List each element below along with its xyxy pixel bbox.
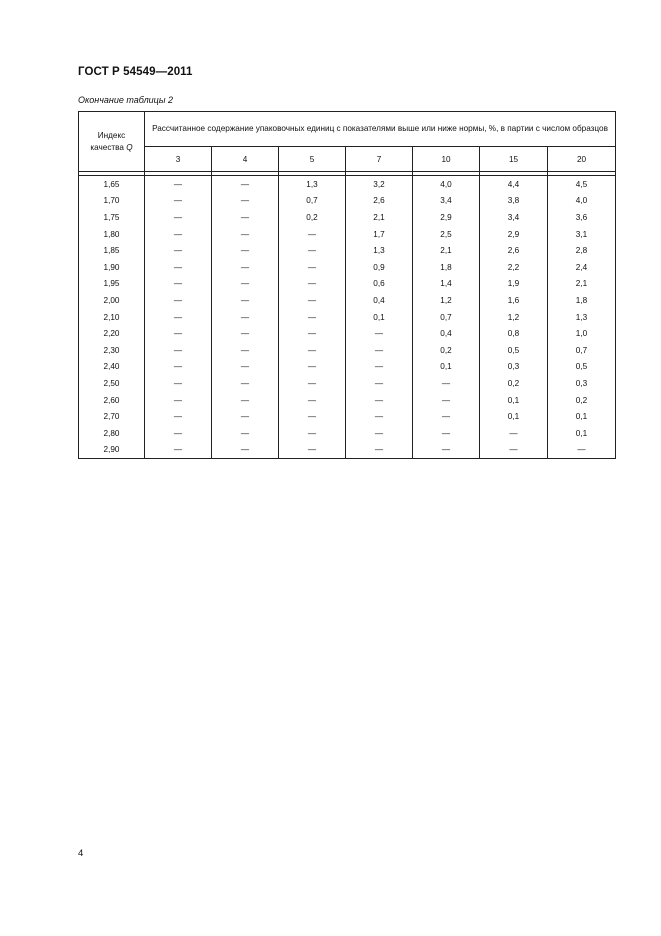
sample-size-header: 5	[279, 147, 346, 172]
index-cell: 2,70	[79, 408, 145, 425]
index-cell: 2,20	[79, 325, 145, 342]
value-cell: —	[279, 392, 346, 409]
value-cell: 2,9	[413, 209, 480, 226]
value-cell: —	[212, 309, 279, 326]
index-cell: 2,50	[79, 375, 145, 392]
table-row	[79, 209, 616, 226]
value-cell: 1,3	[346, 242, 413, 259]
sample-size-header: 3	[145, 147, 212, 172]
value-cell: —	[212, 408, 279, 425]
value-cell: —	[346, 375, 413, 392]
value-cell: —	[212, 276, 279, 293]
value-cell: 4,5	[548, 176, 616, 193]
value-cell: —	[212, 209, 279, 226]
value-cell: 0,8	[480, 325, 548, 342]
value-cell: —	[346, 392, 413, 409]
value-cell: 1,0	[548, 325, 616, 342]
value-cell: —	[145, 209, 212, 226]
value-cell: —	[145, 342, 212, 359]
table-row	[79, 309, 616, 326]
value-cell: 0,2	[413, 342, 480, 359]
value-cell: 2,6	[480, 242, 548, 259]
table-row	[79, 226, 616, 243]
value-cell: —	[145, 226, 212, 243]
index-cell: 2,30	[79, 342, 145, 359]
value-cell: —	[346, 442, 413, 459]
value-cell: 0,1	[480, 408, 548, 425]
value-cell: —	[145, 259, 212, 276]
value-cell: —	[212, 392, 279, 409]
value-cell: 1,2	[413, 292, 480, 309]
value-cell: —	[145, 325, 212, 342]
value-cell: —	[212, 359, 279, 376]
index-header-symbol: Q	[126, 142, 133, 152]
sample-size-header: 15	[480, 147, 548, 172]
value-cell: —	[145, 392, 212, 409]
table-row	[79, 325, 616, 342]
value-cell: 0,1	[346, 309, 413, 326]
table-row	[79, 176, 616, 193]
value-cell: 3,1	[548, 226, 616, 243]
value-cell: 0,4	[413, 325, 480, 342]
value-cell: 0,2	[548, 392, 616, 409]
index-cell: 2,90	[79, 442, 145, 459]
value-cell: —	[212, 342, 279, 359]
value-cell: —	[212, 375, 279, 392]
value-cell: —	[145, 408, 212, 425]
index-cell: 2,60	[79, 392, 145, 409]
value-cell: 1,4	[413, 276, 480, 293]
value-cell: —	[279, 442, 346, 459]
value-cell: —	[145, 276, 212, 293]
sample-size-header: 20	[548, 147, 616, 172]
value-cell: —	[145, 359, 212, 376]
table-row	[79, 375, 616, 392]
value-cell: 1,6	[480, 292, 548, 309]
value-cell: —	[346, 408, 413, 425]
value-cell: —	[346, 359, 413, 376]
value-cell: —	[279, 375, 346, 392]
value-cell: 3,8	[480, 193, 548, 210]
value-cell: —	[279, 309, 346, 326]
sample-size-header-row	[79, 147, 616, 172]
value-cell: 1,8	[548, 292, 616, 309]
value-cell: 3,2	[346, 176, 413, 193]
value-cell: 0,3	[480, 359, 548, 376]
value-cell: 0,2	[480, 375, 548, 392]
index-cell: 2,00	[79, 292, 145, 309]
value-cell: 2,2	[480, 259, 548, 276]
value-cell: —	[212, 325, 279, 342]
value-cell: —	[279, 359, 346, 376]
value-cell: 2,8	[548, 242, 616, 259]
sample-size-header: 10	[413, 147, 480, 172]
value-cell: —	[279, 226, 346, 243]
value-cell: 4,0	[548, 193, 616, 210]
document-header: ГОСТ Р 54549—2011	[78, 66, 193, 78]
value-cell: —	[279, 408, 346, 425]
index-cell: 2,10	[79, 309, 145, 326]
index-column-header	[79, 112, 145, 172]
table-row	[79, 359, 616, 376]
value-cell: —	[413, 408, 480, 425]
value-cell: 3,6	[548, 209, 616, 226]
value-cell: —	[413, 425, 480, 442]
table-body	[79, 172, 616, 459]
value-cell: 2,4	[548, 259, 616, 276]
table-row	[79, 242, 616, 259]
value-cell: —	[346, 425, 413, 442]
table-row	[79, 425, 616, 442]
value-cell: 1,3	[279, 176, 346, 193]
table-row	[79, 292, 616, 309]
value-cell: —	[212, 242, 279, 259]
value-cell: —	[279, 292, 346, 309]
table-row	[79, 442, 616, 459]
index-cell: 1,70	[79, 193, 145, 210]
value-cell: 0,2	[279, 209, 346, 226]
value-cell: —	[480, 442, 548, 459]
value-cell: —	[145, 176, 212, 193]
index-cell: 2,80	[79, 425, 145, 442]
value-cell: —	[346, 325, 413, 342]
table-row	[79, 276, 616, 293]
value-cell: 0,9	[346, 259, 413, 276]
value-cell: —	[480, 425, 548, 442]
value-cell: 2,6	[346, 193, 413, 210]
value-cell: 0,1	[480, 392, 548, 409]
table-caption: Окончание таблицы 2	[78, 95, 173, 105]
value-cell: —	[279, 276, 346, 293]
value-cell: —	[279, 325, 346, 342]
value-cell: 3,4	[413, 193, 480, 210]
value-cell: 0,5	[548, 359, 616, 376]
value-cell: 2,5	[413, 226, 480, 243]
value-cell: —	[145, 442, 212, 459]
data-table	[78, 111, 616, 459]
value-cell: 2,1	[548, 276, 616, 293]
value-cell: —	[212, 259, 279, 276]
value-cell: —	[212, 442, 279, 459]
value-cell: 0,3	[548, 375, 616, 392]
index-cell: 1,90	[79, 259, 145, 276]
value-cell: —	[145, 193, 212, 210]
value-cell: 2,9	[480, 226, 548, 243]
value-cell: 1,9	[480, 276, 548, 293]
index-cell: 1,65	[79, 176, 145, 193]
value-cell: 0,7	[548, 342, 616, 359]
index-cell: 2,40	[79, 359, 145, 376]
value-cell: —	[413, 392, 480, 409]
value-cell: 2,1	[413, 242, 480, 259]
value-cell: —	[145, 242, 212, 259]
value-cell: 1,8	[413, 259, 480, 276]
value-cell: —	[145, 292, 212, 309]
value-cell: —	[212, 425, 279, 442]
table-row	[79, 392, 616, 409]
value-cell: 0,6	[346, 276, 413, 293]
samples-span-header: Рассчитанное содержание упаковочных единиц с показателями выше или ниже нормы, %, в партии с числом образцов	[145, 112, 616, 147]
value-cell: 4,4	[480, 176, 548, 193]
value-cell: —	[145, 375, 212, 392]
value-cell: 0,7	[279, 193, 346, 210]
value-cell: —	[413, 375, 480, 392]
value-cell: —	[413, 442, 480, 459]
value-cell: —	[212, 292, 279, 309]
value-cell: 1,7	[346, 226, 413, 243]
value-cell: 1,3	[548, 309, 616, 326]
value-cell: 0,1	[548, 425, 616, 442]
index-header-line2: качества	[90, 142, 124, 152]
table-row	[79, 193, 616, 210]
value-cell: 0,5	[480, 342, 548, 359]
value-cell: —	[279, 425, 346, 442]
table-row	[79, 408, 616, 425]
sample-size-header: 7	[346, 147, 413, 172]
value-cell: —	[548, 442, 616, 459]
value-cell: 1,2	[480, 309, 548, 326]
value-cell: 2,1	[346, 209, 413, 226]
value-cell: —	[145, 309, 212, 326]
value-cell: 4,0	[413, 176, 480, 193]
value-cell: 0,1	[548, 408, 616, 425]
value-cell: —	[145, 425, 212, 442]
index-cell: 1,80	[79, 226, 145, 243]
value-cell: —	[212, 176, 279, 193]
value-cell: —	[212, 226, 279, 243]
value-cell: 3,4	[480, 209, 548, 226]
index-header-line1: Индекс	[97, 130, 126, 140]
page-number: 4	[78, 848, 84, 859]
value-cell: 0,4	[346, 292, 413, 309]
index-cell: 1,85	[79, 242, 145, 259]
table-row	[79, 259, 616, 276]
value-cell: 0,1	[413, 359, 480, 376]
sample-size-header: 4	[212, 147, 279, 172]
index-cell: 1,95	[79, 276, 145, 293]
value-cell: —	[279, 342, 346, 359]
index-cell: 1,75	[79, 209, 145, 226]
table-row	[79, 342, 616, 359]
value-cell: —	[279, 259, 346, 276]
value-cell: 0,7	[413, 309, 480, 326]
value-cell: —	[212, 193, 279, 210]
value-cell: —	[279, 242, 346, 259]
value-cell: —	[346, 342, 413, 359]
